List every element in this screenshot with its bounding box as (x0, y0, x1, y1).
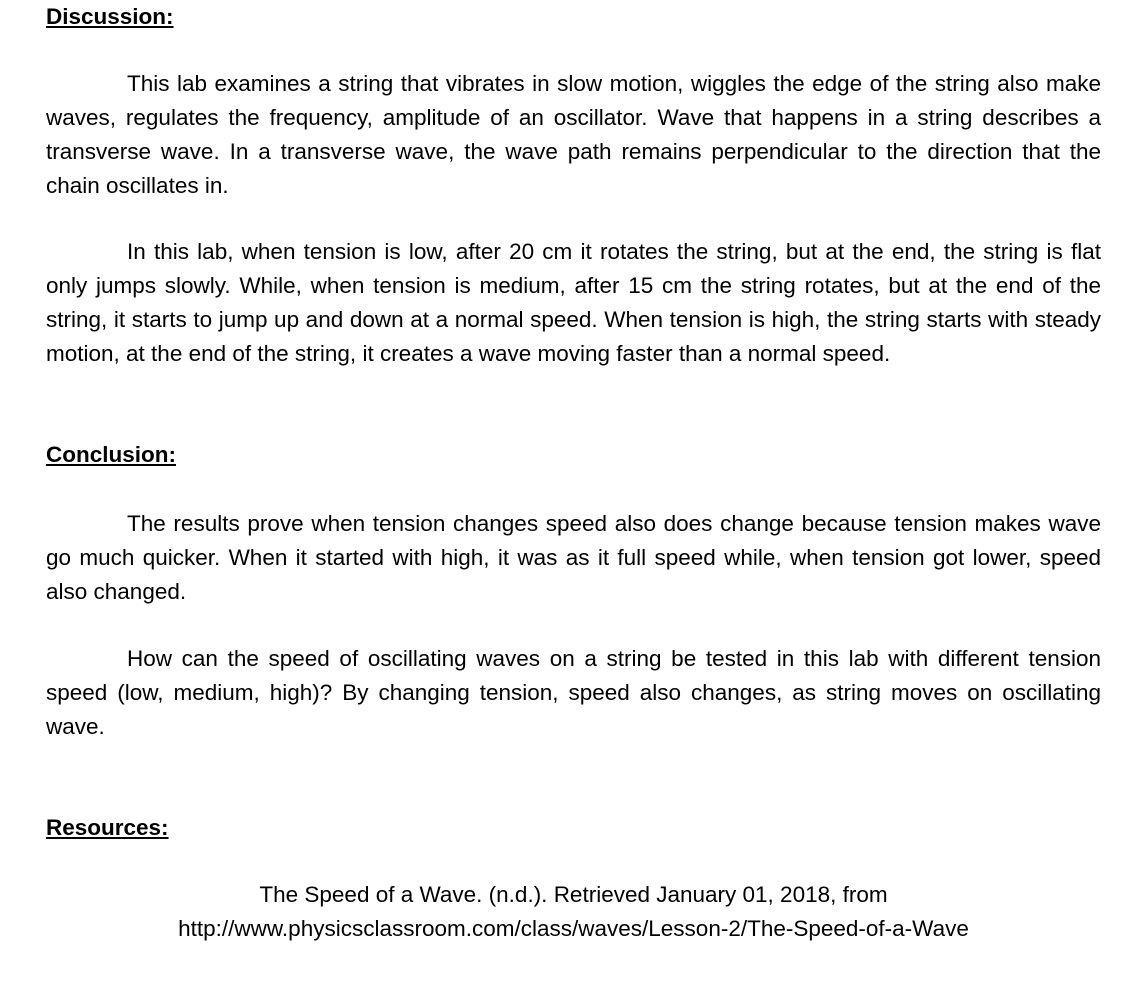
resources-heading: Resources: (46, 815, 169, 840)
resource-citation (46, 878, 1101, 946)
conclusion-heading: Conclusion: (46, 442, 176, 467)
conclusion-paragraph-2: How can the speed of oscillating waves on a string be tested in this lab with different tension speed (low, medium, high)? By changing tension, speed also changes, as string moves on oscillating wave. (46, 646, 1101, 739)
discussion-paragraph-2: In this lab, when tension is low, after 20 cm it rotates the string, but at the end, the string is flat only jumps slowly. While, when tension is medium, after 15 cm the string rotates, but at the end of the string, it starts to jump up and down at a normal speed. When tension is high, the string starts with steady motion, at the end of the string, it creates a wave moving faster than a normal speed. (46, 239, 1101, 366)
citation-text: The Speed of a Wave. (n.d.). Retrieved January 01, 2018, from (259, 882, 888, 907)
conclusion-paragraph-1: The results prove when tension changes speed also does change because tension makes wave go much quicker. When it started with high, it was as it full speed while, when tension got lower, speed also changed. (46, 511, 1101, 604)
discussion-heading: Discussion: (46, 4, 174, 29)
discussion-paragraph-1: This lab examines a string that vibrates in slow motion, wiggles the edge of the string also make waves, regulates the frequency, amplitude of an oscillator. Wave that happens in a string describes a transverse wave. In a transverse wave, the wave path remains perpendicular to the direction that the chain oscillates in. (46, 71, 1101, 198)
citation-url: http://www.physicsclassroom.com/class/waves/Lesson-2/The-Speed-of-a-Wave (178, 916, 969, 941)
